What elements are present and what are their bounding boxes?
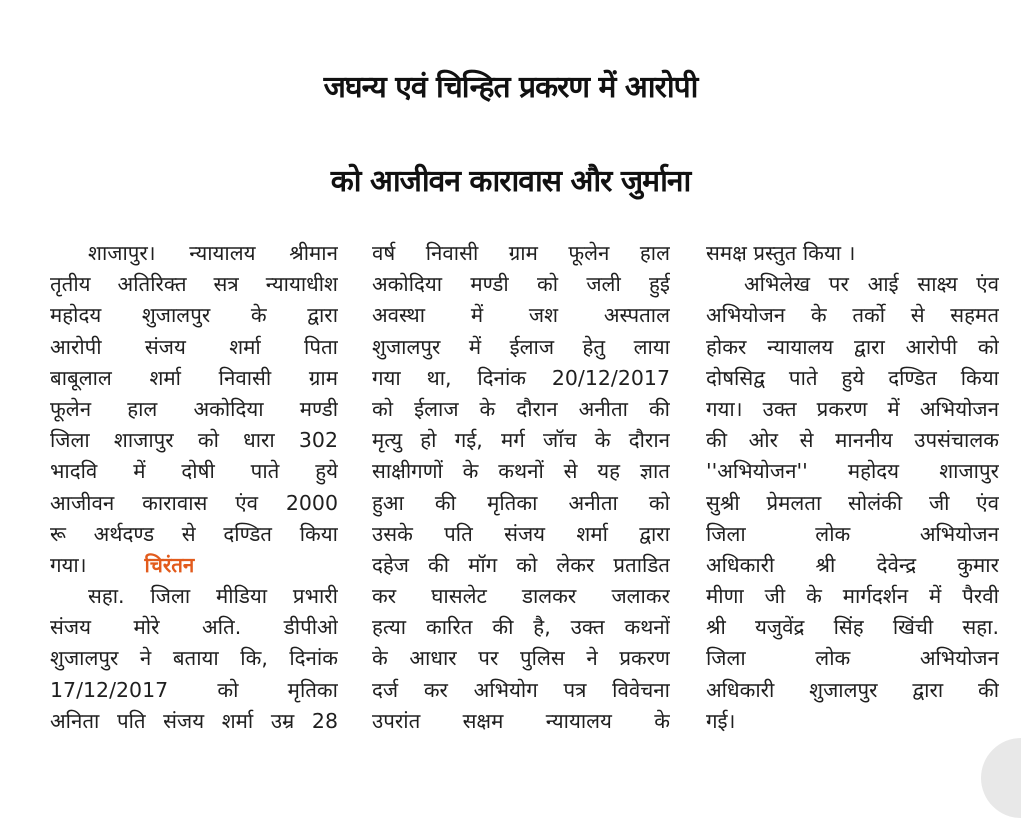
article-line: सुश्री प्रेमलता सोलंकी जी एंव (706, 490, 999, 515)
article-line: बाबूलाल शर्मा निवासी ग्राम (50, 365, 338, 390)
article-line: 17/12/2017 को मृतिका (50, 677, 338, 702)
headline-line-2: को आजीवन कारावास और जुर्माना (330, 164, 691, 199)
article-line: भादवि में दोषी पाते हुये (50, 459, 338, 484)
article-line: को ईलाज के दौरान अनीता की (372, 396, 670, 421)
article-line: अकोदिया मण्डी को जली हुई (372, 272, 670, 297)
article-line: अधिकारी श्री देवेन्द्र कुमार (706, 552, 999, 577)
article-line: मीणा जी के मार्गदर्शन में पैरवी (706, 584, 999, 609)
article-column-1 (50, 238, 338, 737)
article-line: साक्षीगणों के कथनों से यह ज्ञात (372, 459, 670, 484)
article-line: सहा. जिला मीडिया प्रभारी (88, 584, 338, 609)
article-line: उसके पति संजय शर्मा द्वारा (372, 521, 670, 546)
article-line: गया था, दिनांक 20/12/2017 (372, 365, 670, 390)
page-corner-shape (981, 738, 1021, 818)
article-line: आजीवन कारावास एंव 2000 (50, 490, 338, 515)
article-line: हुआ की मृतिका अनीता को (372, 490, 670, 515)
article-line: अवस्था में जश अस्पताल (372, 303, 670, 328)
article-column-3 (706, 238, 999, 737)
article-line: अभियोजन के तर्को से सहमत (706, 303, 999, 328)
article-line-with-byline (50, 550, 338, 581)
article-line: तृतीय अतिरिक्त सत्र न्यायाधीश (50, 272, 338, 297)
article-line: दोषसिद्व पाते हुये दण्डित किया (706, 365, 999, 390)
article-line: उपरांत सक्षम न्यायालय के (372, 708, 670, 733)
headline-line-1: जघन्य एवं चिन्हित प्रकरण में आरोपी (323, 70, 698, 105)
article-line: शुजालपुर में ईलाज हेतु लाया (372, 334, 670, 359)
article-line: होकर न्यायालय द्वारा आरोपी को (706, 334, 999, 359)
article-line: संजय मोरे अति. डीपीओ (50, 615, 338, 640)
article-line: जिला लोक अभियोजन (706, 521, 999, 546)
article-line: दर्ज कर अभियोग पत्र विवेचना (372, 677, 670, 702)
article-line: हत्या कारित की है, उक्त कथनों (372, 615, 670, 640)
article-line: की ओर से माननीय उपसंचालक (706, 428, 999, 453)
article-line: कर घासलेट डालकर जलाकर (372, 584, 670, 609)
article-line: मृत्यु हो गई, मर्ग जॉच के दौरान (372, 428, 670, 453)
article-line: गया। उक्त प्रकरण में अभियोजन (706, 396, 999, 421)
article-line: गई। (706, 708, 736, 733)
article-line: जिला लोक अभियोजन (706, 646, 999, 671)
article-line: आरोपी संजय शर्मा पिता (50, 334, 338, 359)
article-line: श्री यजुवेंद्र सिंह खिंची सहा. (706, 615, 999, 640)
article-line: महोदय शुजालपुर के द्वारा (50, 303, 338, 328)
byline: चिरंतन (144, 552, 195, 577)
article-line: जिला शाजापुर को धारा 302 (50, 428, 338, 453)
article-line: के आधार पर पुलिस ने प्रकरण (372, 646, 670, 671)
article-line: गया। (50, 552, 87, 577)
article-line: फूलेन हाल अकोदिया मण्डी (50, 396, 338, 421)
article-line: ''अभियोजन'' महोदय शाजापुर (706, 459, 999, 484)
article-line: रू अर्थदण्ड से दण्डित किया (50, 521, 338, 546)
article-line: शुजालपुर ने बताया कि, दिनांक (50, 646, 338, 671)
article-line: अभिलेख पर आई साक्ष्य एंव (744, 272, 999, 297)
article-line: समक्ष प्रस्तुत किया । (706, 241, 856, 265)
article-column-2 (372, 238, 670, 737)
article-line: वर्ष निवासी ग्राम फूलेन हाल (372, 241, 670, 265)
article-line: शाजापुर। न्यायालय श्रीमान (88, 241, 338, 265)
article-line: अधिकारी शुजालपुर द्वारा की (706, 677, 999, 702)
article-line: दहेज की मॉग को लेकर प्रताडित (372, 552, 670, 577)
article-line: अनिता पति संजय शर्मा उम्र 28 (50, 708, 338, 733)
